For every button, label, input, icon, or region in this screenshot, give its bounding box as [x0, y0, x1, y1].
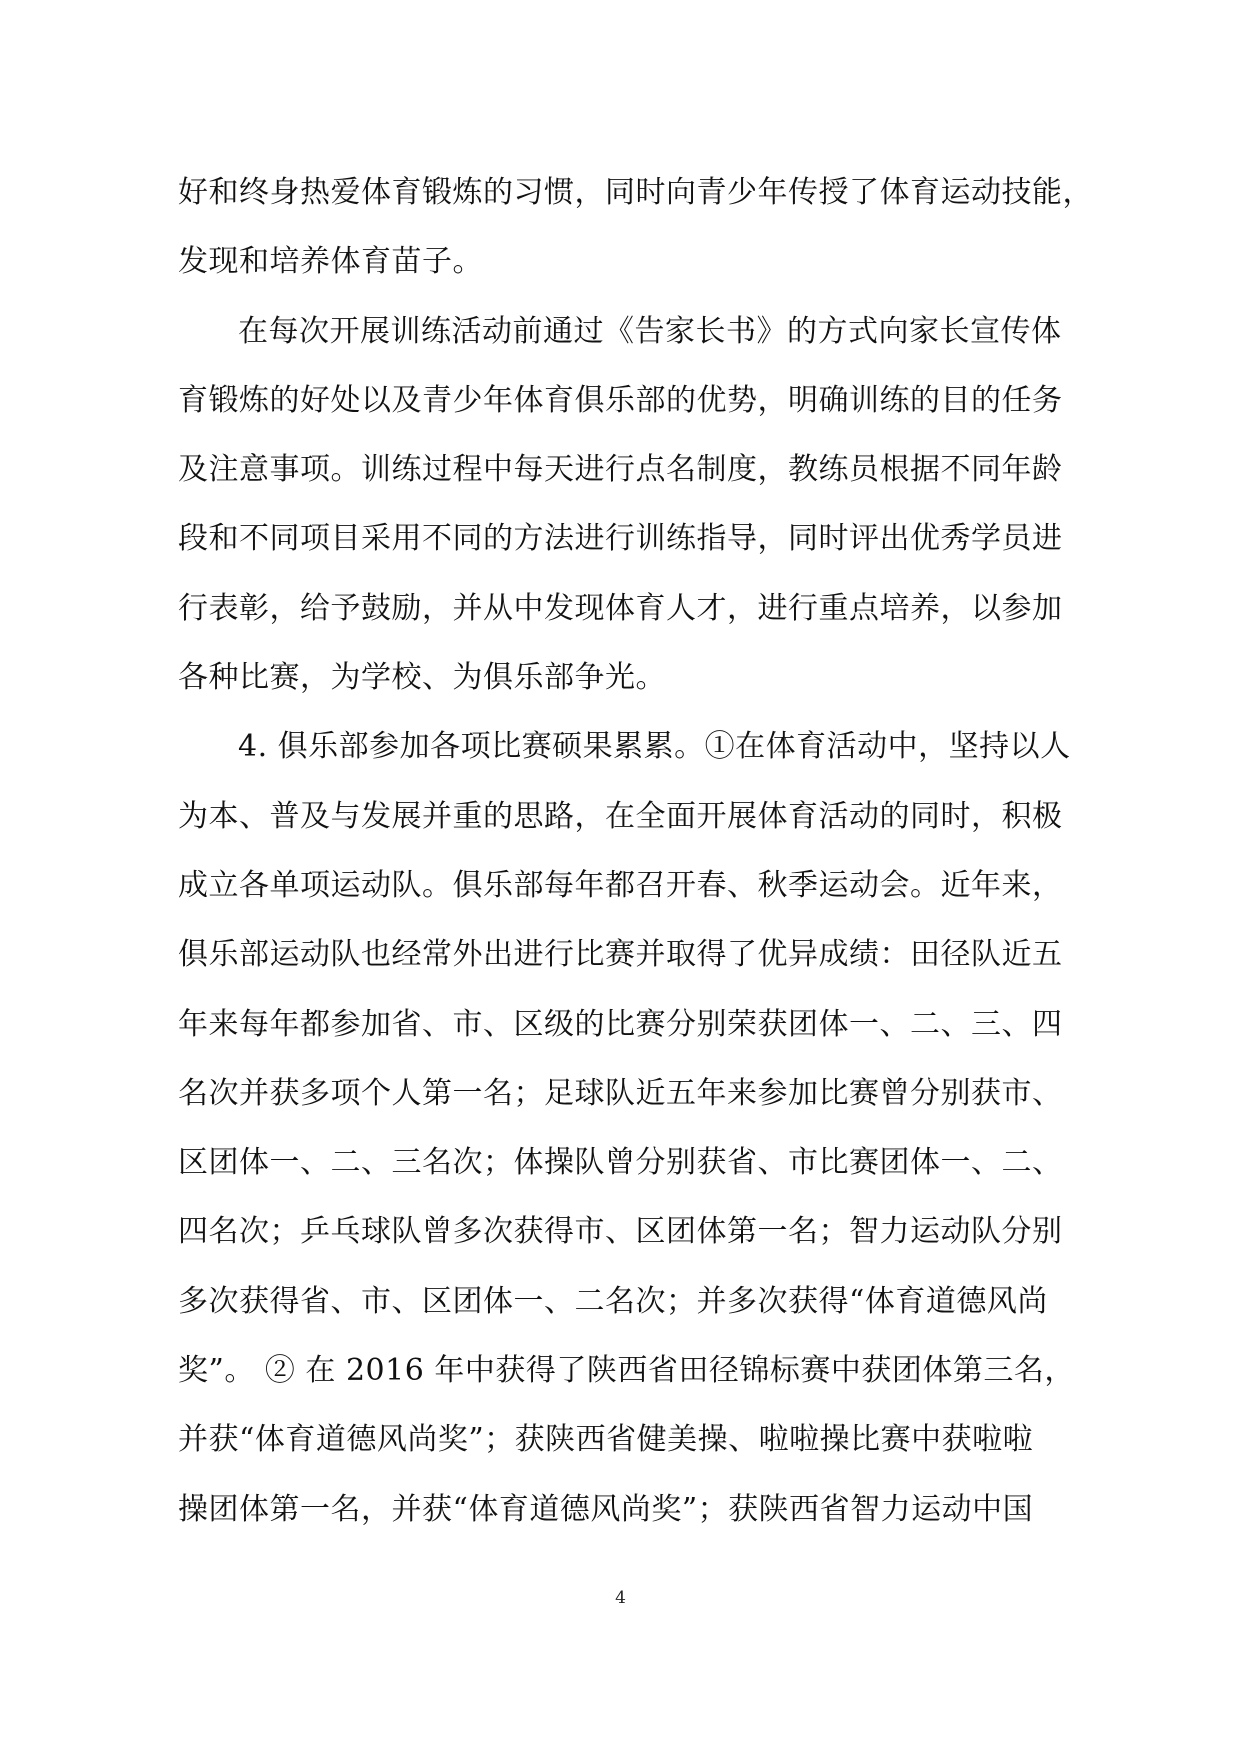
text-line: 发现和培养体育苗子。	[178, 244, 483, 280]
body-text	[178, 172, 1093, 1558]
text-line: 段和不同项目采用不同的方法进行训练指导，同时评出优秀学员进	[178, 521, 1063, 557]
text-line: 并获“体育道德风尚奖”；获陕西省健美操、啦啦操比赛中获啦啦	[178, 1422, 1034, 1458]
text-line: 及注意事项。训练过程中每天进行点名制度，教练员根据不同年龄	[178, 452, 1063, 488]
text-line: 名次并获多项个人第一名；足球队近五年来参加比赛曾分别获市、	[178, 1075, 1063, 1111]
text-line: 操团体第一名，并获“体育道德风尚奖”；获陕西省智力运动中国	[178, 1491, 1034, 1527]
paragraph-start-line: 在每次开展训练活动前通过《告家长书》的方式向家长宣传体	[238, 313, 1062, 349]
text-line: 奖”。 ② 在 2016 年中获得了陕西省田径锦标赛中获团体第三名，	[178, 1353, 1075, 1389]
text-line: 年来每年都参加省、市、区级的比赛分别荣获团体一、二、三、四	[178, 1006, 1063, 1042]
text-line: 育锻炼的好处以及青少年体育俱乐部的优势，明确训练的目的任务	[178, 382, 1063, 418]
paragraph-start-line: 4. 俱乐部参加各项比赛硕果累累。①在体育活动中，坚持以人	[238, 729, 1071, 765]
text-line: 好和终身热爱体育锻炼的习惯，同时向青少年传授了体育运动技能，	[178, 175, 1093, 210]
text-line: 区团体一、二、三名次；体操队曾分别获省、市比赛团体一、二、	[178, 1145, 1063, 1181]
text-line: 俱乐部运动队也经常外出进行比赛并取得了优异成绩：田径队近五	[178, 937, 1063, 973]
text-line: 多次获得省、市、区团体一、二名次；并多次获得“体育道德风尚	[178, 1283, 1048, 1319]
text-line: 各种比赛，为学校、为俱乐部争光。	[178, 660, 666, 696]
text-line: 为本、普及与发展并重的思路，在全面开展体育活动的同时，积极	[178, 798, 1063, 834]
page-number: 4	[615, 1588, 626, 1608]
text-line: 成立各单项运动队。俱乐部每年都召开春、秋季运动会。近年来，	[178, 867, 1063, 903]
text-line: 四名次；乒乓球队曾多次获得市、区团体第一名；智力运动队分别	[178, 1214, 1063, 1250]
text-line: 行表彰，给予鼓励，并从中发现体育人才，进行重点培养，以参加	[178, 590, 1063, 626]
